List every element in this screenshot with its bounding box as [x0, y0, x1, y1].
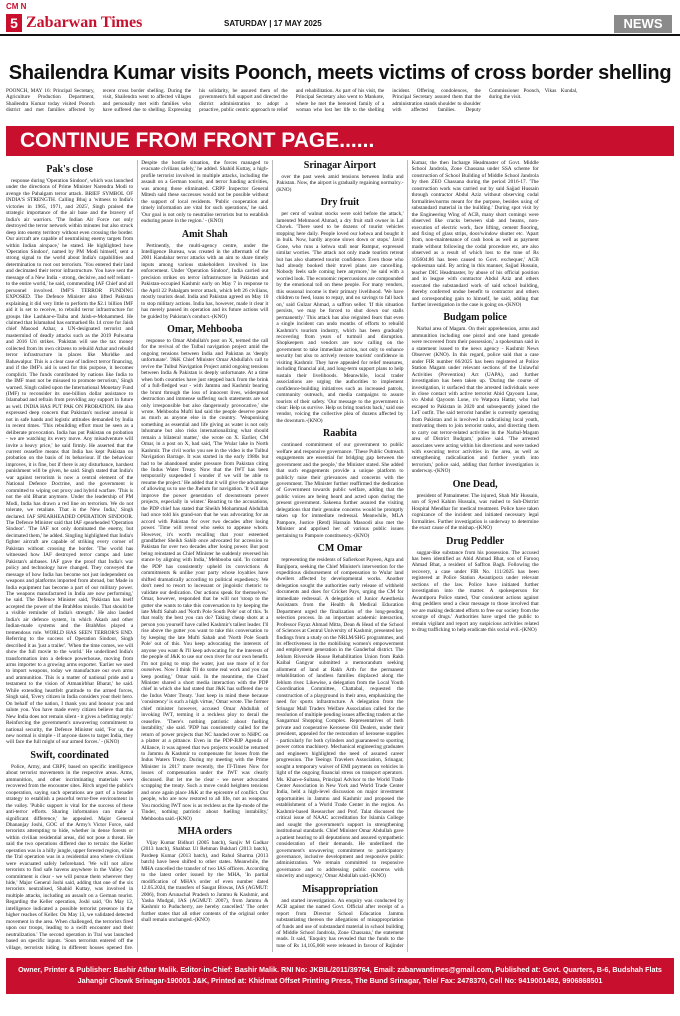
- article-body: Vijay Kumar Bidhuri (2005 batch), Sanjiv M Gadkar (2013 batch), Shahbaz Ul Rehman Bukhari (2013 batch), Pardeep Kumar (2013 batch), and Rahul Sharma (2013 batch) have been shifted to other states. Meanwhile, the MHA cancelled the transfer of two IAS officers. According to the latest order issued by the MHA, 'In partial modification of MHA's order of even number dated 12.05.2024, the transfers of Saugat Biswas, IAS (AGMUT: 2006), from Arunachal Pradesh to Jammu & Kashmir, and Yasha Mudgal, IAS (AGMUT: 2007), from Jammu & Kashmir to Puducherry, are hereby cancelled.' The order further states that all other contents of the original order shall remain unchanged.-(KNO): [141, 839, 269, 924]
- paper-name: Zabarwan Times: [26, 14, 143, 31]
- imprint-line-2: Jahangir Chowk Srinagar-190001 J&K, Printed at: Khidmat Offset Printing Press, The Bund Srinagar, Tele/ Fax: 2478370, Cell No: 9419001492, 9906868501: [77, 976, 603, 985]
- article-body: continued commitment of our government to public welfare and responsive governance. 'These Public Outreach engagements are essential for bridging gap between the government and the people,' the Minister stated. She added that such engagements provide a unique platform to publicly raise their grievances and concerns with the government. The Minister further reaffirmed the dedication of Government towards public welfare, adding that the public voices are being heard and acted upon during the present government. Sakeena further assured the visiting delegations that their genuine concerns would be promptly taken up for immediate redressal. Meanwhile, MLA Pampore, Justice (Retd) Hasnain Masoodi also met the Minister and apprised her of various public issues pertaining to Pampore constituency.-(KNO): [276, 442, 404, 539]
- article-body: president of Patnaimeter. The injured, Shah Mir Hussain, son of Syed Kahim Hussain, was rushed to Sub-District Hospital Mendhar for medical treatment. Police have taken cognizance of the incident and initiated necessary legal formalities. Further investigation is underway to determine the exact cause of the mishap.-(KNO): [411, 492, 539, 532]
- article-dry-fruit: [276, 197, 403, 424]
- article-title: MHA orders: [177, 825, 232, 837]
- article-title: Raabita: [323, 428, 357, 440]
- article-title: Swift, coordinated: [30, 749, 109, 761]
- article-title: Dry fruit: [320, 197, 360, 209]
- article-body: response during 'Operation Sindoor', which was launched under the directions of Prime Minister Narendra Modi to avenge the Pahalgam terror attack. BRIEF SYMBOL OF INDIA'S STRENGTH. Calling Bhuj a 'witness to India's victories in 1965, 1971, and 2025', Singh praised the strategic importance of the air base and the bravery of India's air warriors. 'The Indian Air Force not only destroyed the terror network within minutes but also struck deep into enemy territory without even crossing the border. Our aircraft are capable of neutralising enemy targets from within Indian airspace,' he stated. He highlighted how 'Operation Sindoor', named by PM Modi himself, sent a strong signal to the world about India's capabilities and determination to root out terrorism. 'You entered their land and decimated their terror infrastructure. You have sent the message of a New India - strong, decisive, and self reliant - to the entire world,' he said, commending IAF Chief and all personnel involved. IMF'S TERROR FUNDING EXPOSED. The Defence Minister also lifted Pakistan explaining it did very little to perform the $2.1 billion IMF aid it is set to receive, to rebuild terror infrastructure for groups like Lashkar-e-Taiba and Jaish-e-Mohammed. He claimed that Islamabad has earmarked Rs 14 crore for Jaish chief Masood Azhar, a UN-designated terrorist and mastermind of deadly attacks such as the 2019 Pulwama and 2016 Uri strikes. 'Pakistan will use the tax money collected from its own citizens to rebuild Azhar and rebuild terror infrastructure in places like Muridke and Bahawalpur. This is a clear case of indirect terror financing, and if the IMF's aid is used for this purpose, it becomes complicit. The funds contributed by nations like India to the IMF must not be misused to promote terrorism,' Singh warned. Singh called upon the International Monetary Fund (IMF) to reconsider its one-billion dollar assistance to Islamabad and refrain from providing any support in future as well. INDIA HAS PUT PAK ON PROBATION. He also expressed deep concern that Pakistan's nuclear arsenal is not in safe hands and logistic attitudes demanded by India in recent times. 'This rebuilding effort must be seen as a deliberate provocation. India has put Pakistan on probation - we are watching its every move. Any misadventure will invite a heavy price,' he said firmly. He asserted that the current ceasefire means that India has kept Pakistan on probation on the basis of its behaviour. If the behaviour improves, it is fine, but if there is any disturbance, harshest punishment will be given, he said. Singh stated that India's war against terrorism is now a central element of the National Defence Doctrine, and the government is committed to wiping out proxy and hybrid warfare. 'This is not the old Bharat anymore. Under the leadership of PM Modi, India has drawn a red line on terrorism. We do not tolerate, we retaliate. That is the New India,' Singh declared. IAF SPEARHEADED OPERATION SINDOOR. The Defence Minister said that IAF spearheaded 'Operation Sindoor'. 'The IAF not only dominated the enemy, but decimated them,' he added. Singling highlighted that India's fighter aircraft are capable of striking every corner of Pakistan without crossing the border. 'The world has witnessed how IAF destroyed terror camps and later Pakistan's airbases. IAF gave the proof that India's war policy and technology have changed. They conveyed the message of how India has become not just independent on weapons and platforms imported from abroad, but Made in India equipment has become a part of our military power. The weapons manufactured in India are now performing,' he said. The Defence Minister said, 'Pakistan has itself accepted the power of the BrahMos missile. That should be a visible reminder of India's strength.' He also lauded India's air defence system, in which Akash and other Indian-made systems and the BrahMos played a tremendous role. WORLD HAS SEEN TERROR'S END. Referring to the success of Operation Sindoor, Singh described it as 'just a trailer'. 'When the time comes, we will show the full movie to the world.' He underlined India's transformation into a defence powerhouse, moving from arms importer to a growing arms exporter. 'Earlier we used to import weapons, today we manufacture our own arms and ammunition. This is a matter of national pride and a testament to the vision of Atmanirbhar Bharat,' he said. While extending heartfelt gratitude to the armed forces, Singh said, 'Every citizen in India considers your their hero. On behalf of the nation, I thank you and honour you and salute you. You have made every citizen believe that this New India does not remain silent - it gives a befitting reply.' Reinforcing the government's unwavering commitment to national security, the Defence Minister said, 'For us, the new normal is simple - if anyone dares to target India, they will face the full might of our armed forces.' - (KNO): [6, 178, 134, 746]
- imprint-line-1: Owner, Printer & Publisher: Bashir Athar Malik. Editor-in-Chief: Bashir Malik. RNI No: JKBIL/2011/39764, Email: zabarwantimes@gmail.com, Published at: Govt. Quarters, B-6, Budshah Flats: [18, 965, 662, 974]
- issue-date: SATURDAY | 17 MAY 2025: [224, 19, 322, 28]
- article-drug-peddler: [412, 536, 539, 634]
- article-one-dead: [412, 479, 539, 532]
- section-tag: NEWS: [614, 15, 672, 33]
- article-title: Srinagar Airport: [303, 160, 377, 171]
- article-body: representing the residents of Safierkoot Payeen, Agra and Banjipora, seeking the Chief Minister's intervention for the expeditious disbursement of compensation to Wular land dwellers affected by developmental works. Another delegation sought the authorities early release of withheld documents and dues for Cricket Pays, urging the CM for immediate redressal. A delegation of Junior Anesthesia Assistants from the Health & Medical Education Department urged the finalization of the long-pending selection process. In an important academic interaction, Professor Fayaz Ahmad Mitta, Dean & Head of the School of Sciences at Central University of Kashmir, presented key findings from a study on the NRLM/SHG programmes, and its effectiveness in the mobilising women's empowerment and employment generation in the Ganderbal district. The Jehlum Riverside House Rehabilitation Union from Rakh Kaibal Gangyar submitted a memorandum seeking allotment of land at Rakh Arth for the permanent rehabilitation of landless families displaced along the Jehlum river. Likewise, a delegation from the Local Youth Coordination Committee, Chattabal, requested the construction of a playground in their area, emphasizing the need for sports infrastructure. A delegation from the Srinagar Mall Traders Welfare Association called for the resolution of multiple pending issues affecting traders at the Sangarmal Shopping Complex. Representatives of both private and cooperative Kerosene Oil Dealers, under their president, appealed for the restoration of kerosene supplies - particularly for both cylinders and guaranteed to sporting power cotton machinery. Mechanical engineering graduates and engineers highlighted the need of assured career progression. The Teeings Travelers Association, Srinagar, sought a temporary waiver of EMI payments on vehicles in light of the ongoing financial stress on transport operators. Ms. Khan-e-Sultana, Principal Advisor to the World Trade Center Association in New York and World Trade Center India, held a high-level discussion on major investment opportunities in Jammu and Kashmir and proposed the establishment of a World Trade Center in the region. As Kashmir-based Researcher and Prof. Talat discussed the critical issue of NAAC accreditation for Islamia College and sought the government's support in strengthening institutional standards. Chief Minister Omar Abdullah gave a patient hearing to all deputations and assured sympathetic consideration of their demands. He underlined the government's unwavering commitment to participatory governance, inclusive development and responsive public administration. 'We remain committed to responsive governance and to addressing public concerns with sincerity and urgency,' Omar Abdullah said.-(KNO): [276, 557, 404, 880]
- top-story-body: POONCH, MAY 16: Principal Secretary, Agriculture Production Department, Shailendra Kumar today visited Poonch district and met families affected by recent cross border shelling. During the visit, Shailendra went to affected villages and personally met with families who have suffered due to shelling. Expressing his solidarity, he assured them of the government's full support and directed the district administration to adopt a proactive, public centric approach to relief and rehabilitation. As part of his visit, the Principal Secretary also went to Mankote, where he met the bereaved family of a woman who lost her life to the shelling incident. Offering condolences, the Principal Secretary assured them that the administration stands shoulder to shoulder with affected families. Deputy Commissioner Poonch, Vikas Kundal, during the visit.: [6, 88, 578, 113]
- article-title: Omar, Mehbooba: [167, 323, 243, 335]
- article-title: Pak's close: [46, 164, 93, 175]
- masthead: [0, 12, 680, 36]
- article-body: per cent of walnut stocks were sold before the attack,' lamented Mehmood Ahmad, a dry fruit stall owner in Lal Chowk. 'There used to be dozens of tourist vehicles stopping here daily. People loved our kehwa and bought it in bulk. Now, hardly anyone slows down or stops.' Javid Gone, who runs a kehwa stall near Rampur, expressed similar worries. 'The attack not only made tourists retreat but has also shattered tourist confidence. Even those who had already booked their travel plans are cancelling. Nobody feels safe coming here anymore,' he said with a worried look. The economic repercussions are compounded by the emotional toll on these people. For many vendors, this seasonal income is their primary livelihood. 'We have children to feed, loans to repay, and no savings to fall back on,' said Gulzar Ahmad, a saffron seller. 'If this situation persists, we may be forced to shut down our stalls permanently.' This attack has also reignited fears that even a single incident can undo months of efforts to rebuild Kashmir's tourism industry, which has been gradually recovering from years of turmoil and disruption. Shopkeepers and vendors are now calling on the government to take immediate action, not only to enhance security but also to actively restore tourists' confidence in visiting Kashmir. They have appealed for relief measures, including financial aid, and long-term support plans to help sustain their livelihoods. Meanwhile, local trader associations are urging the authorities to implement confidence-building initiatives such as increased patrols, community outreach, and media campaigns to assure tourists of their safety. 'Our message to the government is clear: Help us survive. Help us bring tourists back,' said one vendor, voicing the collective plea of dozens affected by the downturn.-(KNO): [276, 211, 404, 424]
- article-omar-mehbooba: [141, 324, 268, 822]
- article-body: Narbal area of Magam. On their apprehension, arms and ammunition including one pistol and one hand grenade were recovered from their possession,' a spokesman said in a statement issued to the news agency - Kashmir News Observer (KNO). In this regard, police said that a case under FIR number 66/2025 has been registered at Police Station Magam under relevant sections of the Unlawful Activities (Prevention) Act (UAPA), and further investigation has been taken up. 'During the course of investigation, it surfaced that the arrested individuals were in close contact with active terrorist Abid Qayoom Lone, s/o Abdul Qayoom Lone, r/o Watpora Hattar, who had escaped to Pakistan in 2020 and subsequently joined the LeT outfit. The said terrorist handler is currently operating from Pakistan and is involved in radicalising local youth, motivating them to join terrorist ranks, and directing them to carry out terror-related activities in the Narbal-Magam area of District Budgam,' police said. 'The arrested associates were acting within his directions and were tasked with executing terror activities in the area, as well as strengthening radicalisation and further youth into terrorism,' police said, adding that further investigation is underway.-(KNO): [411, 326, 539, 475]
- article-body: Police, Army, and CRPF, based on specific intelligence about terrorist movements in the respective areas. Arms, ammunition, and other incriminating materials were recovered from the encounter sites. Birch urged the public's cooperation, saying such operations are part of a broader strategy to establish a peaceful terror-free environment in the valley. 'Public support is vital for the success of these anti-terror efforts. Sharing information can make a significant difference,' he appealed. Major General Dhananjay Joshi, GOC of the Army's Victor Force, said terrorists attempting to hide, whether in dense forests or within civilian residential areas, did not pose a threat. He said the two operations differed due to terrain: the Keller operation was in a hilly jungle, upper forested region, while the Tral operation was in a residential area where civilians were evacuated safely beforehand. 'We will not allow terrorists to find safe havens anywhere in the Valley. Our commitment is clear - we will pursue them wherever they hide,' Major General Joshi said, adding that one of the six terrorists neutralised, Shahid Kuttay, was involved in multiple attacks, including an assault on a German tourist. Regarding the Keller operation, Joshi said, 'On May 12, intelligence indicated a possible terrorist presence in the higher reaches of Keller. On May 13, we validated detected movement in the area. When challenged, the terrorists fired upon our troops, leading to a swift encounter and their neutralization.' The second operation in Tral was launched based on specific inputs. 'Soon terrorists entered off the village, terrorists hiding in different houses opened fire. Despite the hostile situation, the forces managed to evacuate civilians safely,' he added. Shahid Kuttay, a high-profile terrorist involved in multiple attacks, including the assault on a German tourist, and terror funding activities, was among those eliminated. CRPF Inspector General Mitesh said these successes would not be possible without the support of local residents. 'Public cooperation and timely information are vital for such operations,' he said. 'Our goal is not only to neutralise terrorists but to establish enduring peace in the region.' - (KNO): [6, 160, 269, 951]
- page-number: 5: [6, 14, 22, 32]
- article-amit-shah: [141, 229, 268, 320]
- article-title: One Dead,: [452, 478, 498, 490]
- article-cm-omar: [276, 543, 403, 880]
- article-body: Pertinently, the multi-agency centre, under the Intelligence Bureau, was created in the aftermath of the 2001 Kandahar terror attacks with an aim to share timely inputs among various stakeholders involved in law enforcement. Under 'Operation Sindoor', India carried out precision strikes on terror infrastructure in Pakistan and Pakistan-occupied Kashmir early on May 7 in response to the April 22 Pahalgam terror attack, which left 26 civilians, mostly tourists dead. India and Pakistan agreed on May 10 to stop military actions. India has, however, made it clear it has merely paused its operation and its future actions will be guided by Pakistan's conduct.-(KNO): [141, 242, 269, 320]
- article-budgam-police: [412, 312, 539, 474]
- article-title: Drug Peddler: [446, 535, 505, 547]
- article-raabita: [276, 428, 403, 539]
- main-headline: Shailendra Kumar visits Poonch, meets victims of cross border shelling: [8, 62, 672, 84]
- continued-banner: CONTINUE FROM FRONT PAGE......: [6, 126, 674, 156]
- article-title: Misappropriation: [302, 883, 378, 895]
- continued-stories: [6, 160, 674, 952]
- article-srinagar-airport: [276, 160, 403, 193]
- article-title: CM Omar: [317, 543, 363, 555]
- article-body: over the past week amid tensions between India and Pakistan. Now, the airport is gradually regaining normalcy.-(KNO): [276, 174, 404, 193]
- article-paks-close: [6, 164, 133, 746]
- article-title: Budgam police: [443, 312, 507, 324]
- article-body: response to Omar Abdullah's post on X, termed the call for the revival of the Tulbul navigation project amid the ongoing tensions between India and Pakistan as 'deeply unfortunate'. 'J&K Chief Minister Omar Abdullah's call to revive the Tulbul Navigation Project amid ongoing tensions between India & Pakistan is deeply unfortunate. At a time when both countries have just stepped back from the brink of a full-fledged war - with Jammu and Kashmir bearing the brunt through the loss of innocent lives, widespread destruction and immense suffering such statements are not only irresponsible but also dangerously provocative,' she wrote. Mehbooba Mufti had said the people deserve peace as much as anyone else in the country. 'Weaponising something as essential and life giving as water is not only inhumane but also risks internationalizing what should remain a bilateral matter,' she wrote on X. Earlier, CM Omar, in a post on X, had said, 'The Wular lake in North Kashmir. The civil works you see in the video is the Tulbul Navigation Barrage. It was started in the early 1980s but had to be abandoned under pressure from Pakistan citing the Indus Water Treaty. Now that the IWT has been temporarily suspended I wonder if we will be able to resume the project.' He added that it will give the advantage of allowing us to use the Jhelum for navigation. 'It will also improve the power generation of downstream power projects, especially in winter.' Reacting to the accusations, the PDP chief has stated that Sheikh Mohammad Abdullah had once told his grand-son that he was advocating for an accord with Pakistan for over two decades after losing power. 'Time will reveal who seeks to appease whom. However, it's worth recalling that your esteemed grandfather Sheikh Sahib once advocated for accession to Pakistan for over two decades after losing power. But post being reinstated as Chief Minister he suddenly reversed his stance by aligning with India,' Mehbooba said. 'In contrast the PDP has consistently upheld its convictions & commitments & unlike your party whose loyalties have shifted dramatically according to political expediency. We don't need to resort to incessant or jingoistic rhetoric to validate our dedication. Our actions speak for themselves.' Omar, however, responded that he will not 'stoop to the gutter she wants to take this conversation to by keeping the late Mufti Sahab and 'North Pole South Pole' out of this. 'Is that really the best you can do? Taking cheap shots at a person you yourself have called Kashmir's tallest leader. I'll rise above the gutter you want to take this conversation to by keeping the late Mufti Sahab and 'North Pole South Pole' out of this. You keep advocating the interests of anyone you want & I'll keep advocating for the interests of the people of J&K to use our own river for our own benefit. I'm not going to stop the water, just use more of it for ourselves. Now I think I'll do some real work and you can keep posting,' Omar said. In the meantime, the Chief Minister shared a short media interaction with the PDP chief in which she had stated that J&K has suffered due to the Indus Water Treaty. 'Just keep in mind these because 'consistency' is such a high virtue,' Omar wrote. The former chief minister however, accused Omar Abdullah of invoking IWT, terming it a reckless ploy to derail the ceasefire. 'There's nothing patriotic about fuelling instability,' she said. 'PDP has consistently called for the return of power projects that NC handed over to NHPC on a platter at a pittance. Even in the PDP-BJP Agenda of Alliance, it was agreed that two projects would be returned to Jammu & Kashmir to compensate for losses from the Indus Waters Treaty. During my meeting with the Prime Minister in 2017 more recently, the IT-Times Now for losses of compensation under the IWT was clearly discussed. But let me be clear - we never advocated scrapping the treaty. Such a move could heighten tensions and once again place J&K at the epicentre of conflict. Our people, who are now restored to all life, not as weapons. You mocking IWT now is as reckless as the lip-mode of the Tinder, nothing patriotic about fuelling instability,' Mehbooba said.-(KNO): [141, 337, 269, 822]
- brand-mark: CM N: [6, 2, 27, 11]
- imprint-footer: [6, 958, 674, 994]
- article-body: suggar-like substance from his possession. The accused has been identified as Abid Ahmad Bhat, son of Farooq Ahmad Bhat, a resident of Saffron Bagh. Following the recovery, a case under FIR No. 111/2025 has been registered at Police Station Awantipora under relevant sections of the law. Police have initiated further investigation into the matter. A spokesperson for Awantipora Police stated, 'Our consistent actions against drug peddlers send a clear message to those involved that we are making dedicated efforts to free our society from the scourge of drugs.' Authorities have urged the public to remain vigilant and report any suspicious activities related to drug trafficking to help eradicate this social evil.-(KNO): [411, 549, 539, 633]
- article-title: Amit Shah: [181, 228, 228, 240]
- article-body: and started investigation. An enquiry was conducted by ACB against the named Govt. Official after receipt of a report from Director School Education Jammu substantiating thereon the allegations of misappropriation of funds and use of substandard material in school building of Middle School Jandrola, Zone Chassana,' the statement reads. It said, 'Enquiry has revealed that the funds to the tune of Rs 14,105,068 were released in favour of Rajinder Kumar, the then Incharge Headmaster of Govt. Middle School Jandrola, Zone Chassana under SSA scheme for construction of School Building of Middle School Jandrola by then ZEO Chassana during the period 2016-17. 'The construction work was carried out by said Sajjad Hussain through contractor Abdul Aziz without observing codal formalities/norms meant for the purpose, besides using of substandard material in the building.' During spot visit by the Engineering Wing of ACB, many short comings were observed like cracks between slab and beams, non-execution of electric work, face lifting, cement flooring, and fixing of glass strips, door/window shutter etc. 'Apart from, non-maintenance of cash book as well as payment made without following the codal procedure etc, are also observed as a result of which loss to the tune of Rs 105604.86 has been caused to Govt. exchequer,' ACB spokesman said. By acting in this manner, Sajjad Hussain, teacher DIC Headmaster, by abuse of his official position and in league with contractor Abdul Aziz and others executed the substandard work of said school building, thereby conferred undue benefit to contractor and others and corresponding gain to himself, he said, adding that further investigation in the case is going on.-(KNO): [276, 160, 539, 949]
- article-mha-orders: [141, 826, 268, 924]
